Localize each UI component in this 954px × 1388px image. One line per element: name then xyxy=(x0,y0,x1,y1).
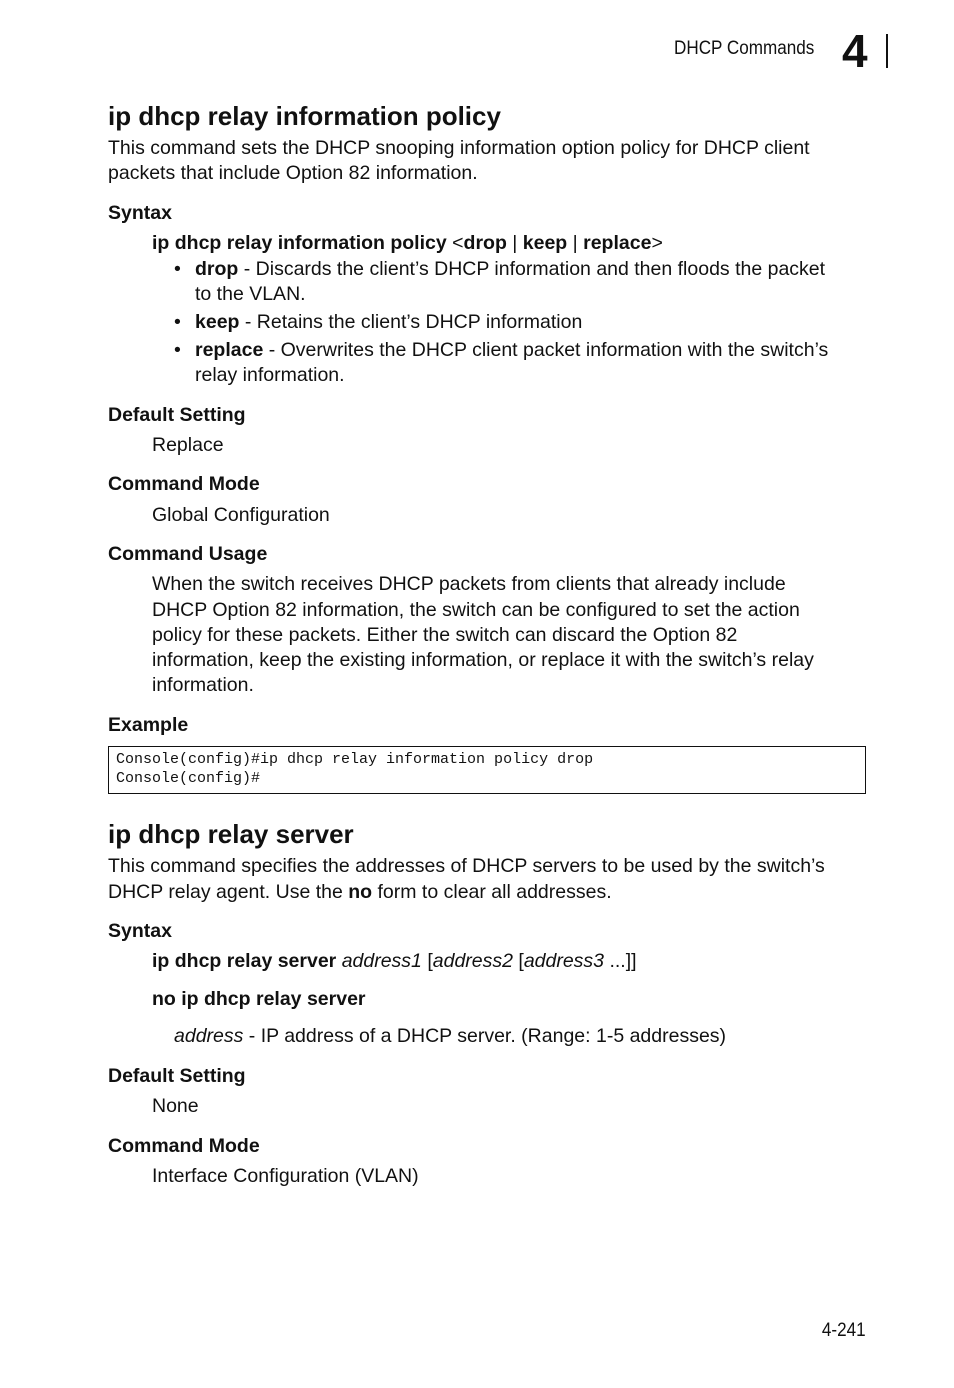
section-title: ip dhcp relay server xyxy=(108,819,354,849)
usage-line: information, keep the existing information, or replace it with the switch’s relay xyxy=(152,649,814,671)
intro-line: This command specifies the addresses of DHCP servers to be used by the switch’s xyxy=(108,855,825,877)
syntax-pipe: | xyxy=(567,232,584,254)
chapter-number: 4 xyxy=(842,25,868,77)
page-number: 4-241 xyxy=(822,1320,866,1341)
syntax-param: address1 xyxy=(341,950,422,972)
intro-line xyxy=(108,880,612,905)
list-item xyxy=(195,310,582,335)
command-mode-heading: Command Mode xyxy=(108,1135,260,1157)
code-line: Console(config)#ip dhcp relay information policy drop xyxy=(116,751,594,768)
syntax-line xyxy=(152,949,637,974)
list-item xyxy=(195,338,828,363)
code-line: Console(config)# xyxy=(116,770,261,787)
bullet-desc-cont: to the VLAN. xyxy=(195,283,306,305)
bullet-icon: • xyxy=(174,258,181,280)
intro-text: form to clear all addresses. xyxy=(372,881,612,903)
bullet-desc-cont: relay information. xyxy=(195,364,345,386)
bullet-desc: - Discards the client’s DHCP information and then floods the packet xyxy=(238,258,826,280)
command-mode-value: Global Configuration xyxy=(152,504,330,526)
usage-line: When the switch receives DHCP packets from clients that already include xyxy=(152,573,786,595)
default-setting-value: None xyxy=(152,1095,199,1117)
bullet-icon: • xyxy=(174,311,181,333)
code-example xyxy=(108,746,866,794)
usage-line: policy for these packets. Either the switch can discard the Option 82 xyxy=(152,624,738,646)
bullet-term: replace xyxy=(195,339,264,361)
usage-line: DHCP Option 82 information, the switch can be configured to set the action xyxy=(152,599,800,621)
syntax-bracket: [ xyxy=(421,950,433,972)
syntax-bracket: [ xyxy=(512,950,524,972)
default-setting-heading: Default Setting xyxy=(108,1065,246,1087)
syntax-param: address3 xyxy=(523,950,605,972)
syntax-command: ip dhcp relay information policy xyxy=(152,232,447,254)
bullet-term: keep xyxy=(195,311,240,333)
syntax-bracket: ...]] xyxy=(604,950,637,972)
intro-text: DHCP relay agent. Use the xyxy=(108,881,349,903)
syntax-option: drop xyxy=(463,232,507,254)
syntax-option: replace xyxy=(583,232,652,254)
example-heading: Example xyxy=(108,714,189,736)
syntax-param: address2 xyxy=(432,950,513,972)
syntax-bracket: > xyxy=(651,232,663,254)
syntax-pipe: | xyxy=(506,232,523,254)
command-usage-heading: Command Usage xyxy=(108,543,268,565)
default-setting-value: Replace xyxy=(152,434,224,456)
intro-line: packets that include Option 82 information. xyxy=(108,162,478,184)
syntax-heading: Syntax xyxy=(108,202,172,224)
no-keyword: no xyxy=(348,881,373,903)
bullet-desc: - Retains the client’s DHCP information xyxy=(239,311,583,333)
syntax-heading: Syntax xyxy=(108,920,172,942)
bullet-icon: • xyxy=(174,339,181,361)
command-mode-value: Interface Configuration (VLAN) xyxy=(152,1165,419,1187)
bullet-desc: - Overwrites the DHCP client packet information with the switch’s xyxy=(263,339,829,361)
syntax-command: ip dhcp relay server xyxy=(152,950,337,972)
syntax-option: keep xyxy=(522,232,568,254)
parameter-desc: - IP address of a DHCP server. (Range: 1-5 addresses) xyxy=(243,1025,727,1047)
section-title: ip dhcp relay information policy xyxy=(108,101,501,131)
usage-line: information. xyxy=(152,674,254,696)
bullet-term: drop xyxy=(195,258,239,280)
running-header: DHCP Commands xyxy=(674,38,815,59)
default-setting-heading: Default Setting xyxy=(108,404,246,426)
parameter-term: address xyxy=(174,1025,244,1047)
syntax-bracket: < xyxy=(446,232,464,254)
syntax-line xyxy=(152,231,663,256)
list-item xyxy=(195,257,825,282)
no-syntax-line xyxy=(152,987,366,1012)
command-mode-heading: Command Mode xyxy=(108,473,260,495)
intro-line: This command sets the DHCP snooping information option policy for DHCP client xyxy=(108,137,810,159)
parameter-line xyxy=(174,1024,726,1049)
no-command: no ip dhcp relay server xyxy=(152,988,366,1010)
